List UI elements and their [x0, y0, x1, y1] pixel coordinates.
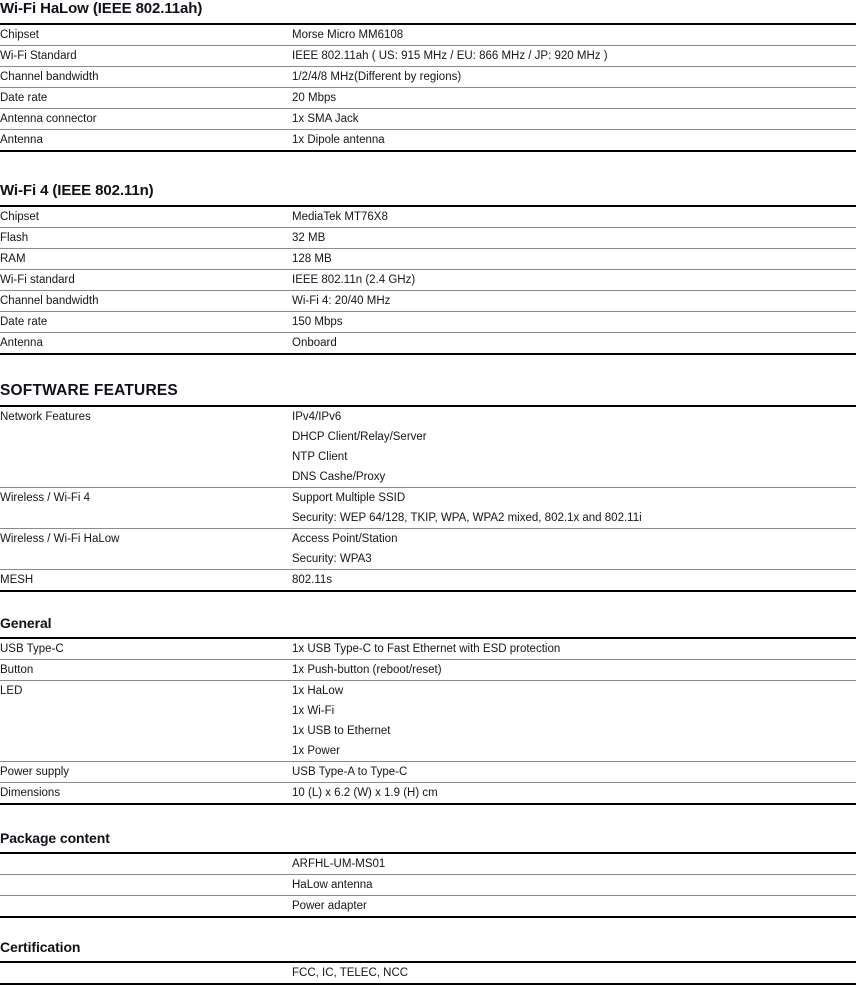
row-label: Antenna	[0, 130, 292, 152]
section-software-features	[0, 382, 856, 592]
table-row	[0, 67, 856, 88]
section-heading-general: General	[0, 615, 52, 631]
row-label	[0, 962, 292, 984]
row-label: Power supply	[0, 762, 292, 783]
section-spacer	[0, 152, 856, 182]
row-value	[292, 46, 856, 67]
table-row	[0, 206, 856, 228]
value-line: IEEE 802.11ah ( US: 915 MHz / EU: 866 MHz / JP: 920 MHz )	[292, 50, 608, 62]
table-row	[0, 312, 856, 333]
row-value	[292, 406, 856, 488]
table-row	[0, 488, 856, 529]
row-label: Network Features	[0, 411, 91, 423]
row-value	[292, 529, 856, 570]
section-general	[0, 614, 856, 805]
row-value	[292, 24, 856, 46]
row-label	[0, 875, 292, 896]
table-row	[0, 24, 856, 46]
row-label: Antenna connector	[0, 109, 292, 130]
table-row	[0, 681, 856, 762]
row-value	[292, 660, 856, 681]
row-label: Chipset	[0, 29, 39, 41]
value-line: HaLow antenna	[292, 879, 373, 891]
table-row	[0, 896, 856, 918]
row-label: Wireless / Wi-Fi 4	[0, 488, 292, 529]
section-heading-wifi-halow: Wi-Fi HaLow (IEEE 802.11ah)	[0, 0, 203, 17]
row-value	[292, 130, 856, 152]
row-label: Wi-Fi Standard	[0, 46, 292, 67]
spec-table-general	[0, 637, 856, 805]
value-line: FCC, IC, TELEC, NCC	[292, 967, 409, 979]
table-row	[0, 46, 856, 67]
section-heading-certification: Certification	[0, 939, 81, 955]
value-line: ARFHL-UM-MS01	[292, 858, 386, 870]
row-label: Date rate	[0, 88, 292, 109]
table-row	[0, 529, 856, 570]
table-row	[0, 638, 856, 660]
table-row	[0, 333, 856, 355]
table-row	[0, 875, 856, 896]
row-value	[292, 249, 856, 270]
table-row	[0, 109, 856, 130]
row-value	[292, 67, 856, 88]
value-line: 128 MB	[292, 253, 332, 265]
table-row	[0, 249, 856, 270]
value-line: Access Point/Station	[292, 533, 398, 545]
row-value	[292, 291, 856, 312]
section-spacer	[0, 918, 856, 938]
row-label: Channel bandwidth	[0, 67, 292, 88]
section-heading-package-content: Package content	[0, 830, 110, 846]
value-line: Security: WEP 64/128, TKIP, WPA, WPA2 mixed, 802.1x and 802.11i	[292, 512, 642, 524]
row-label: Wi-Fi standard	[0, 270, 292, 291]
value-line: NTP Client	[292, 451, 348, 463]
row-label: Antenna	[0, 333, 292, 355]
value-line: Wi-Fi 4: 20/40 MHz	[292, 295, 391, 307]
row-value	[292, 488, 856, 529]
value-line: 1x Push-button (reboot/reset)	[292, 664, 442, 676]
value-line: 1x Wi-Fi	[292, 705, 335, 717]
section-spacer	[0, 355, 856, 382]
value-line: 802.11s	[292, 574, 333, 586]
row-value	[292, 783, 856, 805]
table-row	[0, 88, 856, 109]
row-value	[292, 681, 856, 762]
table-row	[0, 228, 856, 249]
value-line: DHCP Client/Relay/Server	[292, 431, 427, 443]
row-label: Button	[0, 660, 292, 681]
row-label	[0, 853, 292, 875]
row-value	[292, 896, 856, 918]
section-heading-wifi-4: Wi-Fi 4 (IEEE 802.11n)	[0, 182, 154, 199]
value-line: 1x HaLow	[292, 685, 344, 697]
table-row	[0, 291, 856, 312]
row-value	[292, 270, 856, 291]
row-value	[292, 312, 856, 333]
value-line: 1x Dipole antenna	[292, 134, 385, 146]
table-row	[0, 962, 856, 984]
row-value	[292, 333, 856, 355]
table-row	[0, 660, 856, 681]
spec-table-wifi-halow	[0, 23, 856, 152]
row-value	[292, 206, 856, 228]
value-line: 1x SMA Jack	[292, 113, 359, 125]
table-row	[0, 270, 856, 291]
value-line: IPv4/IPv6	[292, 411, 342, 423]
row-label: LED	[0, 681, 292, 762]
table-row	[0, 853, 856, 875]
row-value	[292, 570, 856, 592]
section-spacer	[0, 592, 856, 614]
row-value	[292, 109, 856, 130]
section-heading-software-features: SOFTWARE FEATURES	[0, 382, 178, 399]
row-value	[292, 88, 856, 109]
value-line: Morse Micro MM6108	[292, 29, 404, 41]
section-wifi-4	[0, 182, 856, 355]
row-value	[292, 853, 856, 875]
row-label: Wireless / Wi-Fi HaLow	[0, 529, 292, 570]
row-label: Date rate	[0, 312, 292, 333]
section-spacer	[0, 805, 856, 829]
value-line: 1x USB to Ethernet	[292, 725, 391, 737]
row-label: Chipset	[0, 211, 39, 223]
table-row	[0, 762, 856, 783]
value-line: 1/2/4/8 MHz(Different by regions)	[292, 71, 462, 83]
row-value	[292, 228, 856, 249]
value-line: Security: WPA3	[292, 553, 372, 565]
value-line: 1x Power	[292, 745, 340, 757]
value-line: 10 (L) x 6.2 (W) x 1.9 (H) cm	[292, 787, 438, 799]
value-line: 20 Mbps	[292, 92, 337, 104]
row-label: Flash	[0, 228, 292, 249]
row-label: Channel bandwidth	[0, 291, 292, 312]
table-row	[0, 406, 856, 488]
value-line: 1x USB Type-C to Fast Ethernet with ESD protection	[292, 643, 561, 655]
value-line: USB Type-A to Type-C	[292, 766, 408, 778]
spec-table-package-content	[0, 852, 856, 918]
row-value	[292, 762, 856, 783]
row-value	[292, 875, 856, 896]
value-line: DNS Cashe/Proxy	[292, 471, 386, 483]
value-line: MediaTek MT76X8	[292, 211, 388, 223]
value-line: 32 MB	[292, 232, 326, 244]
table-row	[0, 783, 856, 805]
spec-table-wifi-4	[0, 205, 856, 355]
row-label: Dimensions	[0, 783, 292, 805]
row-label	[0, 896, 292, 918]
row-value	[292, 962, 856, 984]
value-line: Support Multiple SSID	[292, 492, 406, 504]
section-certification	[0, 938, 856, 985]
value-line: Power adapter	[292, 900, 367, 912]
section-wifi-halow	[0, 0, 856, 152]
value-line: 150 Mbps	[292, 316, 343, 328]
value-line: IEEE 802.11n (2.4 GHz)	[292, 274, 416, 286]
row-label: RAM	[0, 249, 292, 270]
row-label: MESH	[0, 570, 292, 592]
section-package-content	[0, 829, 856, 918]
value-line: Onboard	[292, 337, 337, 349]
table-row	[0, 570, 856, 592]
row-label: USB Type-C	[0, 643, 64, 655]
spec-table-software-features	[0, 405, 856, 592]
table-row	[0, 130, 856, 152]
spec-table-certification	[0, 961, 856, 985]
row-value	[292, 638, 856, 660]
